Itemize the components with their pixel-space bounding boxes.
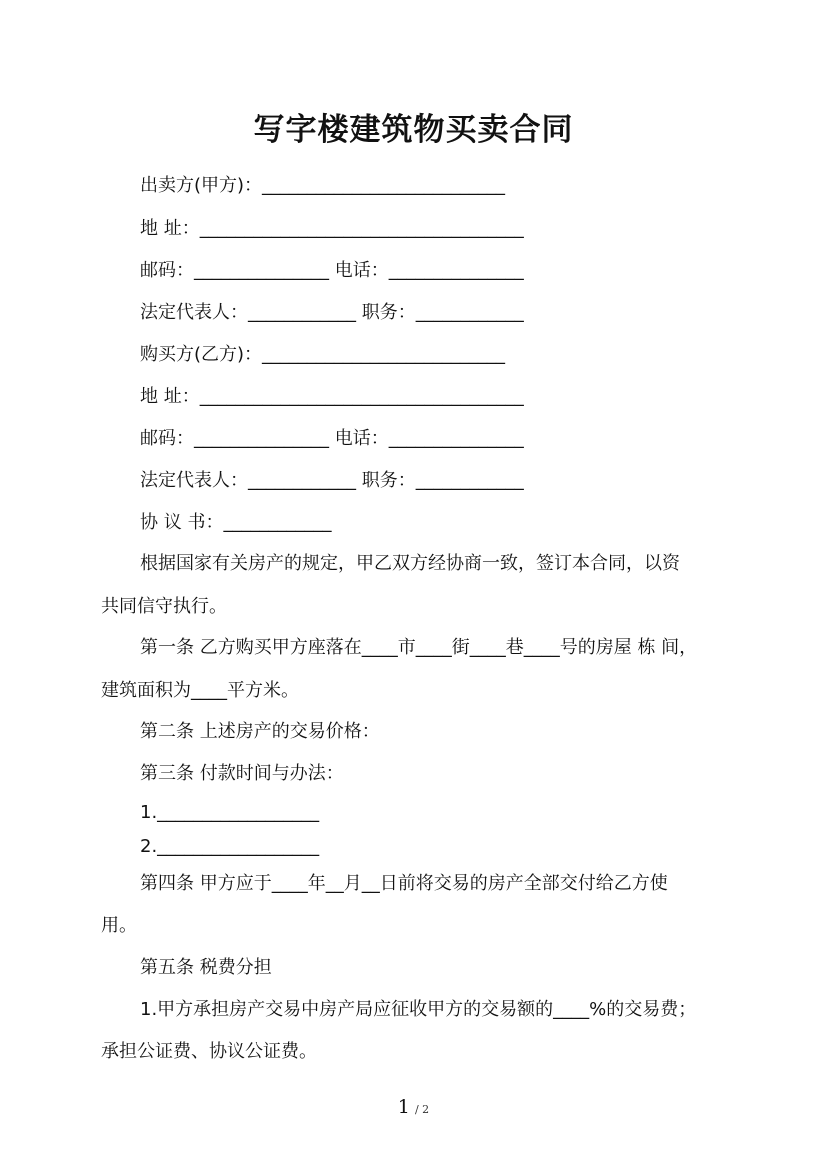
buyer-postcode-phone-line: 邮码：_______________ 电话：_______________ <box>140 428 524 449</box>
buyer-address-line: 地 址：____________________________________ <box>140 386 524 407</box>
buyer-name-line: 购买方(乙方)：___________________________ <box>140 344 506 365</box>
preamble-paragraph: 根据国家有关房产的规定，甲乙双方经协商一致，签订本合同，以资 <box>140 553 680 574</box>
page-number <box>0 1096 827 1118</box>
article-2: 第二条 上述房产的交易价格： <box>140 721 380 742</box>
agreement-line: 协 议 书：____________ <box>140 512 332 533</box>
article-3-item-1: 1.__________________ <box>140 802 320 823</box>
article-1: 第一条 乙方购买甲方座落在____市____街____巷____号的房屋 栋 间， <box>140 637 698 658</box>
page-total: / 2 <box>414 1103 430 1116</box>
buyer-representative-line: 法定代表人：____________ 职务：____________ <box>140 470 524 491</box>
article-1-cont: 建筑面积为____平方米。 <box>101 680 299 701</box>
article-5: 第五条 税费分担 <box>140 957 272 978</box>
preamble-paragraph-cont: 共同信守执行。 <box>101 596 227 617</box>
article-4: 第四条 甲方应于____年__月__日前将交易的房产全部交付给乙方使 <box>140 873 668 894</box>
seller-postcode-phone-line: 邮码：_______________ 电话：_______________ <box>140 260 524 281</box>
seller-representative-line: 法定代表人：____________ 职务：____________ <box>140 302 524 323</box>
document-title: 写字楼建筑物买卖合同 <box>253 112 574 148</box>
article-5-item-1-cont: 承担公证费、协议公证费。 <box>101 1041 317 1062</box>
article-3-item-2: 2.__________________ <box>140 836 320 857</box>
article-3: 第三条 付款时间与办法： <box>140 763 344 784</box>
article-4-cont: 用。 <box>101 915 137 936</box>
article-5-item-1: 1.甲方承担房产交易中房产局应征收甲方的交易额的____%的交易费； <box>140 999 697 1020</box>
page-current: 1 <box>397 1096 410 1118</box>
seller-name-line: 出卖方(甲方)：___________________________ <box>140 175 506 196</box>
seller-address-line: 地 址：____________________________________ <box>140 218 524 239</box>
